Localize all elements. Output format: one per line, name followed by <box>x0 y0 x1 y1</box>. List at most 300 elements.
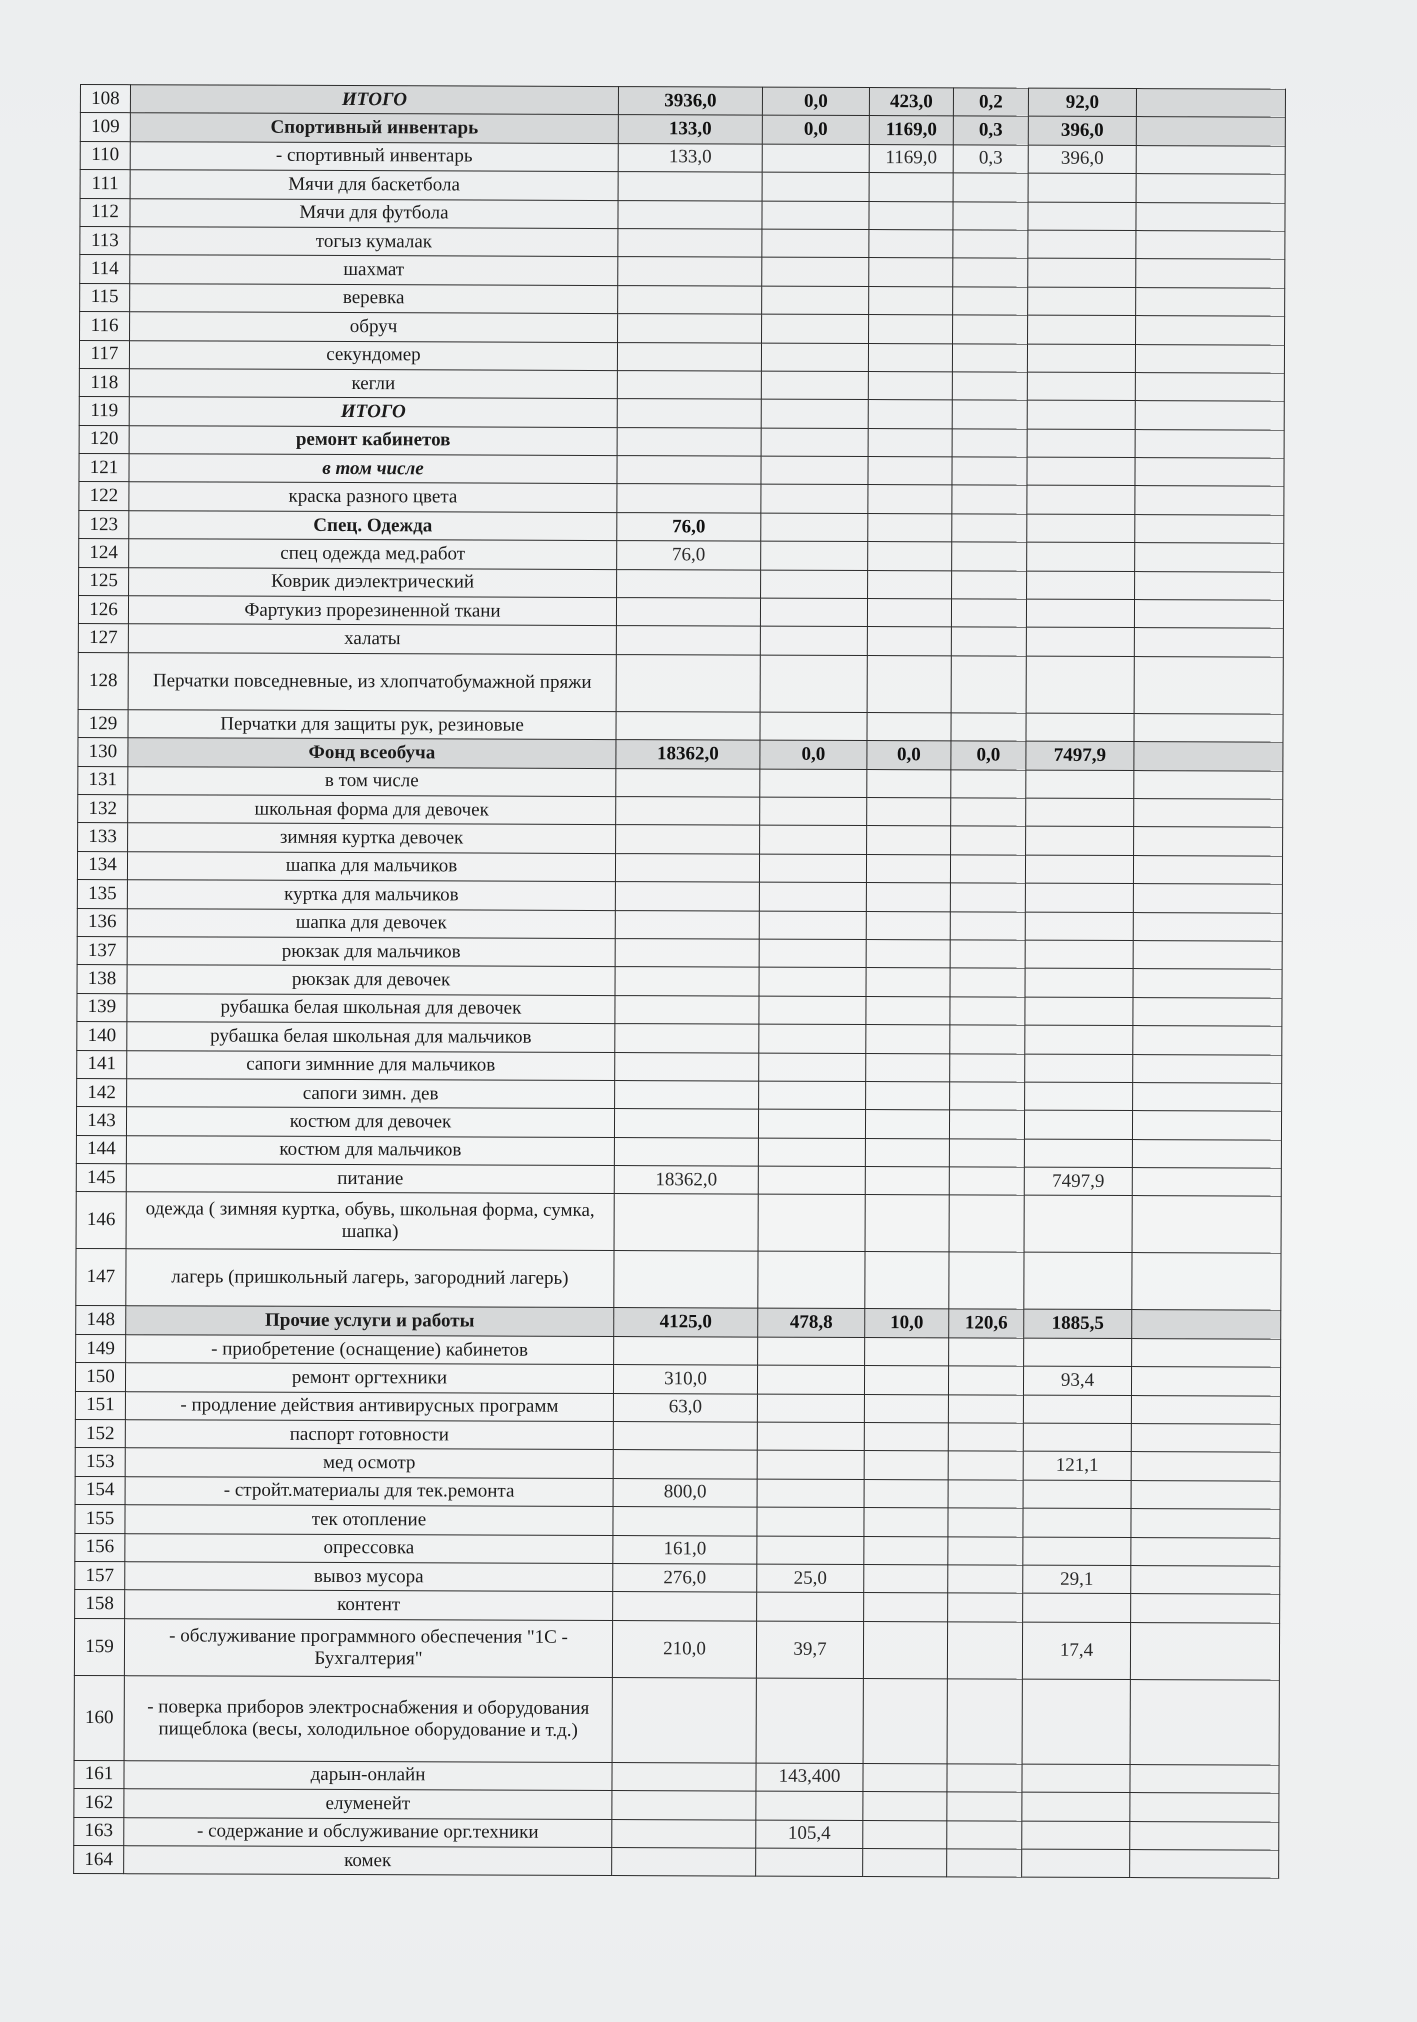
value-cell-col1 <box>617 484 761 513</box>
value-cell-col3 <box>868 485 952 514</box>
item-name: лагерь (пришкольный лагерь, загородний лагерь) <box>126 1249 614 1308</box>
value-cell-col6 <box>1130 1622 1279 1680</box>
table-row <box>75 1561 1280 1594</box>
value-cell-col5 <box>1022 1679 1130 1764</box>
item-name: секундомер <box>129 340 617 370</box>
value-cell-col2 <box>760 797 867 826</box>
item-name: костюм для мальчиков <box>126 1135 614 1165</box>
value-cell-col5 <box>1025 968 1133 997</box>
table-row <box>79 340 1284 373</box>
value-cell-col4: 0,3 <box>953 145 1028 174</box>
value-cell-col3 <box>864 1564 948 1593</box>
table-row <box>78 652 1283 714</box>
value-cell-col2: 478,8 <box>758 1309 865 1338</box>
value-cell-col4 <box>948 1394 1023 1423</box>
value-cell-col2 <box>757 1365 864 1394</box>
value-cell-col3: 1169,0 <box>869 116 953 145</box>
table-row <box>75 1363 1280 1396</box>
value-cell-col1 <box>618 200 762 229</box>
value-cell-col4 <box>953 287 1028 316</box>
row-number: 118 <box>79 368 129 397</box>
value-cell-col6 <box>1136 259 1285 288</box>
item-name: вывоз мусора <box>125 1562 613 1592</box>
item-name: ремонт оргтехники <box>125 1363 613 1393</box>
item-name: сапоги зимн. дев <box>127 1079 615 1109</box>
table-row <box>80 255 1285 288</box>
value-cell-col6 <box>1132 1338 1281 1367</box>
value-cell-col2 <box>762 229 869 258</box>
value-cell-col4 <box>953 315 1028 344</box>
table-row <box>75 1448 1280 1481</box>
value-cell-col6 <box>1131 1480 1280 1509</box>
value-cell-col3 <box>865 1337 949 1366</box>
row-number: 138 <box>77 965 127 994</box>
value-cell-col4 <box>952 542 1027 571</box>
value-cell-col2 <box>761 541 868 570</box>
value-cell-col1 <box>617 427 761 456</box>
value-cell-col6 <box>1132 1196 1281 1254</box>
value-cell-col5 <box>1025 1025 1133 1054</box>
table-row <box>77 1022 1282 1055</box>
value-cell-col2 <box>758 1252 865 1309</box>
row-number: 128 <box>78 652 128 709</box>
value-cell-col3 <box>866 1025 950 1054</box>
value-cell-col2 <box>756 1848 863 1877</box>
value-cell-col6 <box>1136 117 1285 146</box>
value-cell-col2 <box>757 1394 864 1423</box>
table-row <box>79 368 1284 401</box>
value-cell-col5: 1885,5 <box>1024 1310 1132 1339</box>
value-cell-col3 <box>865 1252 949 1309</box>
value-cell-col4 <box>950 855 1025 884</box>
table-row <box>76 1164 1281 1197</box>
row-number: 133 <box>78 823 128 852</box>
item-name: краска разного цвета <box>129 482 617 512</box>
value-cell-col2 <box>759 1081 866 1110</box>
item-name: ИТОГО <box>130 85 618 115</box>
value-cell-col5 <box>1028 173 1136 202</box>
value-cell-col6 <box>1133 940 1282 969</box>
value-cell-col3: 423,0 <box>869 88 953 117</box>
value-cell-col3 <box>867 826 951 855</box>
value-cell-col5 <box>1028 258 1136 287</box>
value-cell-col3 <box>867 712 951 741</box>
item-name: - обслуживание программного обеспечения "1С - Бухгалтерия" <box>124 1618 612 1677</box>
row-number: 139 <box>77 993 127 1022</box>
row-number: 131 <box>78 766 128 795</box>
value-cell-col1 <box>614 1251 758 1309</box>
value-cell-col5 <box>1022 1792 1130 1821</box>
value-cell-col6 <box>1134 799 1283 828</box>
value-cell-col2 <box>757 1479 864 1508</box>
table-row <box>77 851 1282 884</box>
value-cell-col4 <box>948 1423 1023 1452</box>
value-cell-col4 <box>950 968 1025 997</box>
value-cell-col4 <box>950 883 1025 912</box>
value-cell-col3 <box>867 599 951 628</box>
value-cell-col2 <box>758 1337 865 1366</box>
value-cell-col4 <box>952 485 1027 514</box>
value-cell-col4: 0,3 <box>953 116 1028 145</box>
value-cell-col4 <box>947 1849 1022 1878</box>
value-cell-col2 <box>759 1024 866 1053</box>
value-cell-col4 <box>950 997 1025 1026</box>
value-cell-col2 <box>757 1422 864 1451</box>
value-cell-col4 <box>949 1167 1024 1196</box>
row-number: 154 <box>75 1476 125 1505</box>
table-row <box>76 1334 1281 1367</box>
value-cell-col1 <box>618 314 762 343</box>
value-cell-col1 <box>612 1819 756 1848</box>
value-cell-col6 <box>1131 1594 1280 1623</box>
item-name: - содержание и обслуживание орг.техники <box>124 1817 612 1847</box>
value-cell-col5 <box>1025 912 1133 941</box>
value-cell-col4 <box>952 570 1027 599</box>
value-cell-col6 <box>1135 543 1284 572</box>
value-cell-col6 <box>1134 770 1283 799</box>
value-cell-col2 <box>758 1166 865 1195</box>
value-cell-col6 <box>1131 1424 1280 1453</box>
table-row <box>80 312 1285 345</box>
row-number: 111 <box>80 170 130 199</box>
value-cell-col4 <box>948 1451 1023 1480</box>
value-cell-col2 <box>760 598 867 627</box>
value-cell-col5 <box>1023 1593 1131 1622</box>
row-number: 124 <box>79 539 129 568</box>
item-name: халаты <box>128 624 616 654</box>
value-cell-col3 <box>865 1195 949 1252</box>
value-cell-col3 <box>867 769 951 798</box>
row-number: 120 <box>79 425 129 454</box>
value-cell-col4 <box>950 1053 1025 1082</box>
value-cell-col1 <box>615 910 759 939</box>
value-cell-col2 <box>762 257 869 286</box>
value-cell-col6 <box>1135 401 1284 430</box>
value-cell-col3 <box>865 1110 949 1139</box>
value-cell-col1 <box>616 797 760 826</box>
value-cell-col1 <box>612 1762 756 1791</box>
value-cell-col3 <box>863 1621 947 1678</box>
value-cell-col3 <box>866 996 950 1025</box>
value-cell-col4 <box>948 1536 1023 1565</box>
value-cell-col1 <box>614 1336 758 1365</box>
value-cell-col5 <box>1024 1196 1132 1253</box>
value-cell-col5 <box>1027 542 1135 571</box>
table-row <box>74 1789 1279 1822</box>
row-number: 137 <box>77 936 127 965</box>
value-cell-col2 <box>761 570 868 599</box>
value-cell-col5: 7497,9 <box>1024 1167 1132 1196</box>
row-number: 148 <box>76 1306 126 1335</box>
table-row <box>76 1192 1281 1254</box>
value-cell-col2: 105,4 <box>756 1820 863 1849</box>
value-cell-col4 <box>950 911 1025 940</box>
table-row <box>80 113 1285 146</box>
value-cell-col6 <box>1131 1509 1280 1538</box>
value-cell-col2 <box>761 343 868 372</box>
value-cell-col2: 143,400 <box>756 1763 863 1792</box>
table-row <box>80 283 1285 316</box>
value-cell-col4 <box>953 230 1028 259</box>
value-cell-col1: 800,0 <box>613 1478 757 1507</box>
value-cell-col1 <box>612 1847 756 1876</box>
row-number: 136 <box>77 908 127 937</box>
value-cell-col1 <box>613 1507 757 1536</box>
value-cell-col3 <box>864 1451 948 1480</box>
row-number: 116 <box>80 312 130 341</box>
value-cell-col1 <box>613 1450 757 1479</box>
row-number: 163 <box>74 1817 124 1846</box>
value-cell-col6 <box>1135 372 1284 401</box>
value-cell-col5: 29,1 <box>1023 1565 1131 1594</box>
value-cell-col6 <box>1135 486 1284 515</box>
value-cell-col5 <box>1027 457 1135 486</box>
value-cell-col5 <box>1025 883 1133 912</box>
table-row <box>77 1078 1282 1111</box>
value-cell-col5 <box>1023 1508 1131 1537</box>
table-row <box>76 1306 1281 1339</box>
item-name: спец одежда мед.работ <box>129 539 617 569</box>
row-number: 144 <box>76 1135 126 1164</box>
table-row <box>75 1420 1280 1453</box>
value-cell-col2 <box>757 1592 864 1621</box>
table-row <box>78 738 1283 771</box>
table-row <box>79 482 1284 515</box>
row-number: 132 <box>78 794 128 823</box>
item-name: елуменейт <box>124 1789 612 1819</box>
value-cell-col3 <box>864 1479 948 1508</box>
item-name: Прочие услуги и работы <box>126 1306 614 1336</box>
table-row <box>79 539 1284 572</box>
row-number: 153 <box>75 1448 125 1477</box>
value-cell-col4 <box>947 1820 1022 1849</box>
value-cell-col6 <box>1132 1111 1281 1140</box>
value-cell-col4 <box>953 201 1028 230</box>
item-name: - спортивный инвентарь <box>130 141 618 171</box>
table-row <box>79 454 1284 487</box>
value-cell-col5 <box>1024 1110 1132 1139</box>
value-cell-col3 <box>863 1820 947 1849</box>
row-number: 129 <box>78 709 128 738</box>
value-cell-col3 <box>869 229 953 258</box>
value-cell-col6 <box>1134 600 1283 629</box>
value-cell-col6 <box>1136 316 1285 345</box>
value-cell-col1: 18362,0 <box>616 740 760 769</box>
value-cell-col1 <box>615 967 759 996</box>
value-cell-col2 <box>757 1507 864 1536</box>
item-name: тогыз кумалак <box>130 227 618 257</box>
value-cell-col5: 17,4 <box>1022 1622 1130 1679</box>
value-cell-col1: 133,0 <box>618 143 762 172</box>
item-name: питание <box>126 1164 614 1194</box>
value-cell-col6 <box>1130 1793 1279 1822</box>
value-cell-col4 <box>952 400 1027 429</box>
value-cell-col1: 210,0 <box>612 1620 756 1678</box>
value-cell-col4 <box>950 940 1025 969</box>
value-cell-col5 <box>1025 940 1133 969</box>
row-number: 150 <box>75 1363 125 1392</box>
value-cell-col3 <box>868 542 952 571</box>
item-name: ИТОГО <box>129 397 617 427</box>
item-name: рюкзак для мальчиков <box>127 937 615 967</box>
value-cell-col5: 396,0 <box>1028 145 1136 174</box>
value-cell-col5: 396,0 <box>1028 117 1136 146</box>
value-cell-col6 <box>1134 742 1283 771</box>
value-cell-col2 <box>758 1138 865 1167</box>
value-cell-col4 <box>951 627 1026 656</box>
value-cell-col2 <box>761 513 868 542</box>
value-cell-col1: 310,0 <box>613 1365 757 1394</box>
row-number: 156 <box>75 1533 125 1562</box>
value-cell-col5 <box>1025 855 1133 884</box>
value-cell-col4 <box>952 429 1027 458</box>
value-cell-col5 <box>1026 713 1134 742</box>
row-number: 119 <box>79 397 129 426</box>
value-cell-col5 <box>1027 486 1135 515</box>
value-cell-col1 <box>618 257 762 286</box>
value-cell-col1 <box>616 654 760 712</box>
value-cell-col2 <box>759 967 866 996</box>
value-cell-col4 <box>948 1508 1023 1537</box>
item-name: - приобретение (оснащение) кабинетов <box>126 1335 614 1365</box>
table-row <box>76 1135 1281 1168</box>
value-cell-col5 <box>1027 571 1135 600</box>
row-number: 141 <box>77 1050 127 1079</box>
row-number: 149 <box>76 1334 126 1363</box>
value-cell-col4 <box>951 798 1026 827</box>
value-cell-col3: 10,0 <box>865 1309 949 1338</box>
value-cell-col5 <box>1025 1054 1133 1083</box>
value-cell-col2 <box>760 825 867 854</box>
item-name: веревка <box>130 283 618 313</box>
value-cell-col4 <box>952 372 1027 401</box>
value-cell-col3 <box>865 1167 949 1196</box>
value-cell-col6 <box>1131 1537 1280 1566</box>
value-cell-col6 <box>1131 1566 1280 1595</box>
value-cell-col5 <box>1027 400 1135 429</box>
value-cell-col6 <box>1135 458 1284 487</box>
item-name: опрессовка <box>125 1533 613 1563</box>
table-row <box>74 1618 1279 1680</box>
value-cell-col6 <box>1131 1367 1280 1396</box>
table-row <box>77 908 1282 941</box>
value-cell-col6 <box>1132 1253 1281 1311</box>
value-cell-col4 <box>948 1480 1023 1509</box>
value-cell-col6 <box>1130 1821 1279 1850</box>
table-row <box>78 709 1283 742</box>
value-cell-col2 <box>762 172 869 201</box>
value-cell-col6 <box>1133 912 1282 941</box>
value-cell-col3: 1169,0 <box>869 144 953 173</box>
value-cell-col3 <box>863 1792 947 1821</box>
value-cell-col6 <box>1131 1395 1280 1424</box>
item-name: ремонт кабинетов <box>129 425 617 455</box>
value-cell-col2 <box>756 1678 863 1763</box>
item-name: шапка для мальчиков <box>127 851 615 881</box>
value-cell-col5: 92,0 <box>1028 88 1136 117</box>
value-cell-col1 <box>617 569 761 598</box>
value-cell-col3 <box>869 173 953 202</box>
value-cell-col3 <box>863 1848 947 1877</box>
value-cell-col2 <box>761 399 868 428</box>
value-cell-col5 <box>1026 827 1134 856</box>
budget-table <box>73 84 1286 1879</box>
table-row <box>75 1476 1280 1509</box>
value-cell-col2 <box>762 144 869 173</box>
value-cell-col1 <box>616 711 760 740</box>
value-cell-col1: 3936,0 <box>618 87 762 116</box>
table-row <box>77 1050 1282 1083</box>
value-cell-col6 <box>1135 344 1284 373</box>
item-name: мед осмотр <box>125 1448 613 1478</box>
value-cell-col6 <box>1135 571 1284 600</box>
value-cell-col4 <box>948 1565 1023 1594</box>
value-cell-col1: 76,0 <box>617 541 761 570</box>
item-name: рюкзак для девочек <box>127 965 615 995</box>
table-row <box>78 766 1283 799</box>
row-number: 157 <box>75 1561 125 1590</box>
value-cell-col6 <box>1134 827 1283 856</box>
value-cell-col4: 0,0 <box>951 741 1026 770</box>
value-cell-col1 <box>616 598 760 627</box>
item-name: дарын-онлайн <box>124 1760 612 1790</box>
value-cell-col1 <box>614 1137 758 1166</box>
value-cell-col1 <box>618 229 762 258</box>
table-row <box>74 1817 1279 1850</box>
value-cell-col2 <box>758 1109 865 1138</box>
row-number: 162 <box>74 1789 124 1818</box>
row-number: 126 <box>78 596 128 625</box>
table-row <box>80 226 1285 259</box>
value-cell-col3 <box>866 1053 950 1082</box>
value-cell-col3 <box>869 315 953 344</box>
value-cell-col1 <box>616 825 760 854</box>
value-cell-col6 <box>1133 855 1282 884</box>
value-cell-col2 <box>757 1451 864 1480</box>
value-cell-col3 <box>868 570 952 599</box>
value-cell-col6 <box>1130 1764 1279 1793</box>
value-cell-col2 <box>762 314 869 343</box>
value-cell-col3 <box>866 939 950 968</box>
table-row <box>80 170 1285 203</box>
value-cell-col4 <box>947 1792 1022 1821</box>
value-cell-col2: 0,0 <box>762 116 869 145</box>
row-number: 122 <box>79 482 129 511</box>
table-row <box>78 823 1283 856</box>
table-row <box>75 1391 1280 1424</box>
value-cell-col2 <box>760 655 867 712</box>
value-cell-col1: 4125,0 <box>614 1308 758 1337</box>
item-name: Коврик диэлектрический <box>129 567 617 597</box>
value-cell-col5 <box>1026 798 1134 827</box>
table-row <box>74 1760 1279 1793</box>
value-cell-col4 <box>951 656 1026 713</box>
item-name: обруч <box>130 312 618 342</box>
row-number: 135 <box>77 880 127 909</box>
item-name: куртка для мальчиков <box>127 880 615 910</box>
value-cell-col6 <box>1133 1082 1282 1111</box>
item-name: контент <box>125 1590 613 1620</box>
table-row <box>74 1675 1279 1765</box>
item-name: рубашка белая школьная для мальчиков <box>127 1022 615 1052</box>
value-cell-col3 <box>869 286 953 315</box>
value-cell-col1 <box>617 456 761 485</box>
row-number: 108 <box>80 85 130 114</box>
row-number: 164 <box>74 1845 124 1874</box>
row-number: 155 <box>75 1505 125 1534</box>
item-name: Спортивный инвентарь <box>130 113 618 143</box>
value-cell-col1 <box>613 1422 757 1451</box>
